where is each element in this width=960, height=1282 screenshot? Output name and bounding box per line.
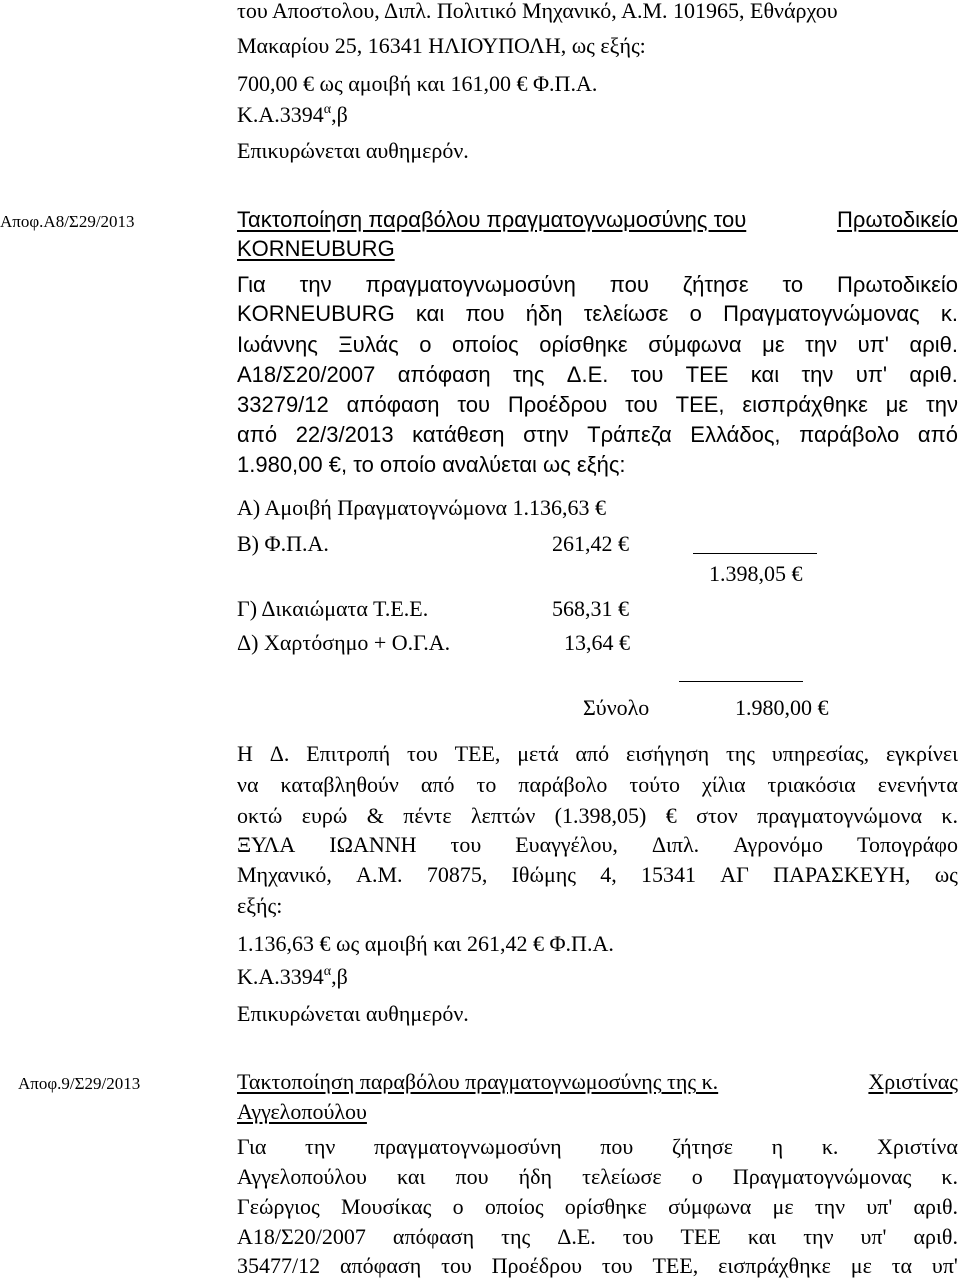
decision-9-title-name: Αγγελοπούλου: [237, 1099, 367, 1124]
word: ΤΕΕ,: [454, 741, 501, 766]
word: του: [601, 1253, 633, 1278]
decision-8-body-line-4: [237, 362, 958, 388]
word: Α18/Σ20/2007: [237, 362, 376, 387]
word: τούτο: [629, 772, 680, 797]
word: να: [237, 772, 259, 797]
word: με: [772, 1194, 794, 1219]
word: KORNEUBURG: [237, 301, 395, 326]
word: και: [415, 301, 445, 326]
word: από: [237, 422, 278, 447]
decision-8-title-part-b: Πρωτοδικείο: [837, 207, 958, 232]
word: &: [366, 803, 384, 828]
word: οκτώ: [237, 803, 283, 828]
word: του: [450, 832, 482, 857]
word: Πρωτοδικείο: [837, 272, 958, 297]
word: ΤΕΕ: [685, 362, 729, 387]
decision-9-title-part-a: Τακτοποίηση παραβόλου πραγματογνωμοσύνης της κ.: [237, 1069, 719, 1094]
word: οποίος: [451, 332, 519, 357]
word: του: [630, 362, 664, 387]
word: ΑΓ: [720, 862, 749, 887]
word: Πραγματογνώμονας: [723, 301, 920, 326]
word: της: [725, 741, 755, 766]
word: του: [625, 392, 658, 417]
word: που: [465, 301, 505, 326]
word: με: [762, 332, 785, 357]
word: κ.: [941, 1164, 958, 1189]
word: ήδη: [518, 1164, 553, 1189]
decision-8-pay-line: 1.136,63 € ως αμοιβή και 261,42 € Φ.Π.Α.: [237, 931, 614, 956]
word: Ιωάννης: [237, 332, 318, 357]
word: ΠΑΡΑΣΚΕΥΗ,: [773, 862, 911, 887]
word: Χριστίνα: [877, 1134, 958, 1159]
word: αριθ.: [913, 1194, 958, 1219]
word: Α.Μ.: [356, 862, 403, 887]
word: στον: [696, 803, 738, 828]
word: και: [397, 1164, 426, 1189]
breakdown-b-label: Β) Φ.Π.Α.: [237, 531, 329, 556]
word: ΙΩΑΝΝΗ: [329, 832, 417, 857]
decision-9-body-line-3: [237, 1194, 958, 1220]
word: την: [801, 362, 834, 387]
decision-9-title-line-1: [237, 1069, 958, 1095]
word: την: [805, 332, 838, 357]
word: λεπτών: [471, 803, 536, 828]
word: υπ': [857, 332, 889, 357]
decision-8-body-line-3: [237, 332, 958, 358]
word: 15341: [640, 862, 696, 887]
decision-9-body-line-4: [237, 1224, 958, 1250]
top-validated: Επικυρώνεται αυθημερόν.: [237, 138, 469, 163]
word: Επιτροπή: [306, 741, 391, 766]
word: κατάθεση: [412, 422, 505, 447]
word: (1.398,05): [554, 803, 647, 828]
breakdown-a: Α) Αμοιβή Πραγματογνώμονα 1.136,63 €: [237, 495, 606, 520]
word: ο: [691, 1164, 703, 1189]
word: κ.: [941, 803, 958, 828]
word: Αγγελοπούλου: [237, 1164, 367, 1189]
decision-8-body-line-1: [237, 272, 958, 298]
word: Διπλ.: [651, 832, 700, 857]
word: του: [457, 392, 491, 417]
breakdown-total-label: Σύνολο: [583, 695, 650, 720]
word: του: [406, 741, 438, 766]
top-line-2: Μακαρίου 25, 16341 ΗΛΙΟΥΠΟΛΗ, ως εξής:: [237, 33, 646, 58]
word: από: [917, 422, 958, 447]
code-text: Κ.Α.3394: [237, 964, 324, 989]
word: Για: [237, 272, 266, 297]
word: στην: [523, 422, 569, 447]
decision-8-title-line-1: [237, 207, 958, 233]
word: και: [747, 1224, 777, 1249]
word: κ.: [821, 1134, 839, 1159]
word: το: [476, 772, 497, 797]
word: ΞΥΛΑ: [237, 832, 296, 857]
word: που: [600, 1134, 634, 1159]
code-suffix: ,β: [331, 964, 348, 989]
breakdown-total-amount: 1.980,00 €: [735, 695, 829, 720]
word: Ξυλάς: [338, 332, 399, 357]
word: Δ.Ε.: [566, 362, 609, 387]
word: ήδη: [525, 301, 563, 326]
subtotal-rule: [693, 553, 817, 554]
decision-9-number: Αποφ.9/Σ29/2013: [18, 1074, 141, 1093]
decision-8-approval-line-4: [237, 832, 958, 858]
word: Πραγματογνώμονας: [732, 1164, 912, 1189]
decision-8-number: Αποφ.Α8/Σ29/2013: [0, 212, 135, 231]
word: υπ': [866, 1194, 893, 1219]
word: ΤΕΕ,: [652, 1253, 699, 1278]
word: παράβολο: [799, 422, 900, 447]
word: την: [299, 272, 332, 297]
word: απόφαση: [397, 362, 491, 387]
word: τα: [891, 1253, 913, 1278]
decision-8-approval-line-3: [237, 803, 958, 829]
top-line-4: [237, 102, 348, 128]
word: ΤΕΕ: [680, 1224, 721, 1249]
decision-8-approval-last: εξής:: [237, 893, 283, 918]
word: κ.: [940, 301, 958, 326]
word: ως: [934, 862, 958, 887]
word: Η: [237, 741, 253, 766]
breakdown-b-amount: 261,42 €: [552, 531, 629, 556]
word: αριθ.: [909, 332, 958, 357]
word: ευρώ: [301, 803, 348, 828]
word: ο: [689, 301, 702, 326]
word: 4,: [600, 862, 617, 887]
word: ζήτησε: [682, 272, 749, 297]
word: Δ.Ε.: [557, 1224, 596, 1249]
decision-9-body-line-5: [237, 1253, 958, 1279]
word: Μηχανικό,: [237, 862, 332, 887]
word: Α18/Σ20/2007: [237, 1224, 366, 1249]
word: η: [771, 1134, 784, 1159]
decision-9-body-line-2: [237, 1164, 958, 1190]
word: παράβολο: [518, 772, 608, 797]
word: πραγματογνωμοσύνη: [373, 1134, 562, 1159]
word: καταβληθούν: [280, 772, 399, 797]
word: ορίσθηκε: [539, 332, 628, 357]
word: τελείωσε: [582, 1164, 662, 1189]
word: με: [885, 392, 909, 417]
word: του: [622, 1224, 654, 1249]
word: την: [305, 1134, 336, 1159]
word: Μουσίκας: [341, 1194, 432, 1219]
word: υπηρεσίας,: [771, 741, 870, 766]
word: εγκρίνει: [885, 741, 958, 766]
decision-8-title-court: KORNEUBURG: [237, 236, 395, 261]
word: 33279/12: [237, 392, 329, 417]
word: υπ': [855, 362, 888, 387]
word: με: [850, 1253, 872, 1278]
word: πραγματογνώμονα: [757, 803, 923, 828]
word: ενενήντα: [877, 772, 958, 797]
word: 35477/12: [237, 1253, 321, 1278]
word: και: [750, 362, 780, 387]
top-line-1: του Αποστολου, Διπλ. Πολιτικό Μηχανικό, Α.Μ. 101965, Εθνάρχου: [237, 0, 838, 23]
decision-8-body-line-5: [237, 392, 958, 418]
word: Γεώργιος: [237, 1194, 320, 1219]
breakdown-c-amount: 568,31 €: [552, 596, 629, 621]
decision-8-approval-line-2: [237, 772, 958, 798]
code-superscript: α: [323, 964, 332, 979]
word: αριθ.: [909, 362, 958, 387]
code-superscript: α: [323, 102, 332, 117]
decision-8-validated: Επικυρώνεται αυθημερόν.: [237, 1001, 469, 1026]
word: Προέδρου: [491, 1253, 583, 1278]
breakdown-subtotal: 1.398,05 €: [709, 561, 803, 586]
word: πέντε: [403, 803, 452, 828]
breakdown-d-amount: 13,64 €: [564, 630, 630, 655]
word: χίλια: [701, 772, 746, 797]
word: Δ.: [269, 741, 290, 766]
breakdown-c-label: Γ) Δικαιώματα Τ.Ε.Ε.: [237, 596, 429, 621]
decision-8-title-line-2: [237, 236, 395, 262]
word: το: [782, 272, 804, 297]
word: απόφαση: [339, 1253, 422, 1278]
top-line-3: 700,00 € ως αμοιβή και 161,00 € Φ.Π.Α.: [237, 71, 598, 96]
word: απόφαση: [392, 1224, 475, 1249]
word: Τοπογράφο: [857, 832, 958, 857]
word: του: [441, 1253, 472, 1278]
word: μετά: [517, 741, 559, 766]
word: Τράπεζα: [587, 422, 672, 447]
word: πραγματογνωμοσύνη: [365, 272, 576, 297]
word: που: [609, 272, 649, 297]
word: αριθ.: [913, 1224, 958, 1249]
word: ο: [452, 1194, 464, 1219]
word: Προέδρου: [507, 392, 608, 417]
word: από: [575, 741, 610, 766]
word: απόφαση: [346, 392, 440, 417]
word: από: [420, 772, 455, 797]
decision-8-body-line-6: [237, 422, 958, 448]
word: ο: [419, 332, 432, 357]
word: σύμφωνα: [668, 1194, 752, 1219]
word: σύμφωνα: [648, 332, 742, 357]
word: υπ': [860, 1224, 887, 1249]
decision-8-body-last: 1.980,00 €, το οποίο αναλύεται ως εξής:: [237, 452, 626, 477]
word: 22/3/2013: [295, 422, 394, 447]
word: Αγρονόμο: [733, 832, 824, 857]
word: εισπράχθηκε: [742, 392, 868, 417]
word: Ελλάδος,: [690, 422, 781, 447]
word: την: [814, 1194, 846, 1219]
word: τελείωσε: [583, 301, 669, 326]
word: Ιθώμης: [511, 862, 576, 887]
word: της: [501, 1224, 531, 1249]
decision-8-code: [237, 964, 348, 990]
word: Για: [237, 1134, 267, 1159]
decision-8-title-part-a: Τακτοποίηση παραβόλου πραγματογνωμοσύνης του: [237, 207, 747, 232]
word: την: [926, 392, 958, 417]
decision-9-title-part-b: Χριστίνας: [868, 1069, 958, 1094]
decision-9-body-line-1: [237, 1134, 958, 1160]
word: εισήγηση: [625, 741, 710, 766]
breakdown-d-label: Δ) Χαρτόσημο + Ο.Γ.Α.: [237, 630, 451, 655]
total-rule: [679, 681, 803, 682]
decision-8-body-line-2: [237, 301, 958, 327]
word: εισπράχθηκε: [718, 1253, 831, 1278]
word: ζήτησε: [671, 1134, 734, 1159]
code-suffix: ,β: [331, 102, 348, 127]
word: τριακόσια: [767, 772, 856, 797]
word: ΤΕΕ,: [675, 392, 725, 417]
word: οποίος: [484, 1194, 544, 1219]
word: €: [665, 803, 677, 828]
decision-8-approval-line-1: [237, 741, 958, 767]
word: Ευαγγέλου,: [515, 832, 618, 857]
code-text: Κ.Α.3394: [237, 102, 324, 127]
word: 70875,: [426, 862, 488, 887]
word: της: [512, 362, 545, 387]
decision-9-title-line-2: [237, 1099, 367, 1125]
word: ορίσθηκε: [564, 1194, 647, 1219]
word: την: [803, 1224, 834, 1249]
decision-8-approval-line-5: [237, 862, 958, 888]
word: υπ': [931, 1253, 958, 1278]
word: που: [455, 1164, 489, 1189]
